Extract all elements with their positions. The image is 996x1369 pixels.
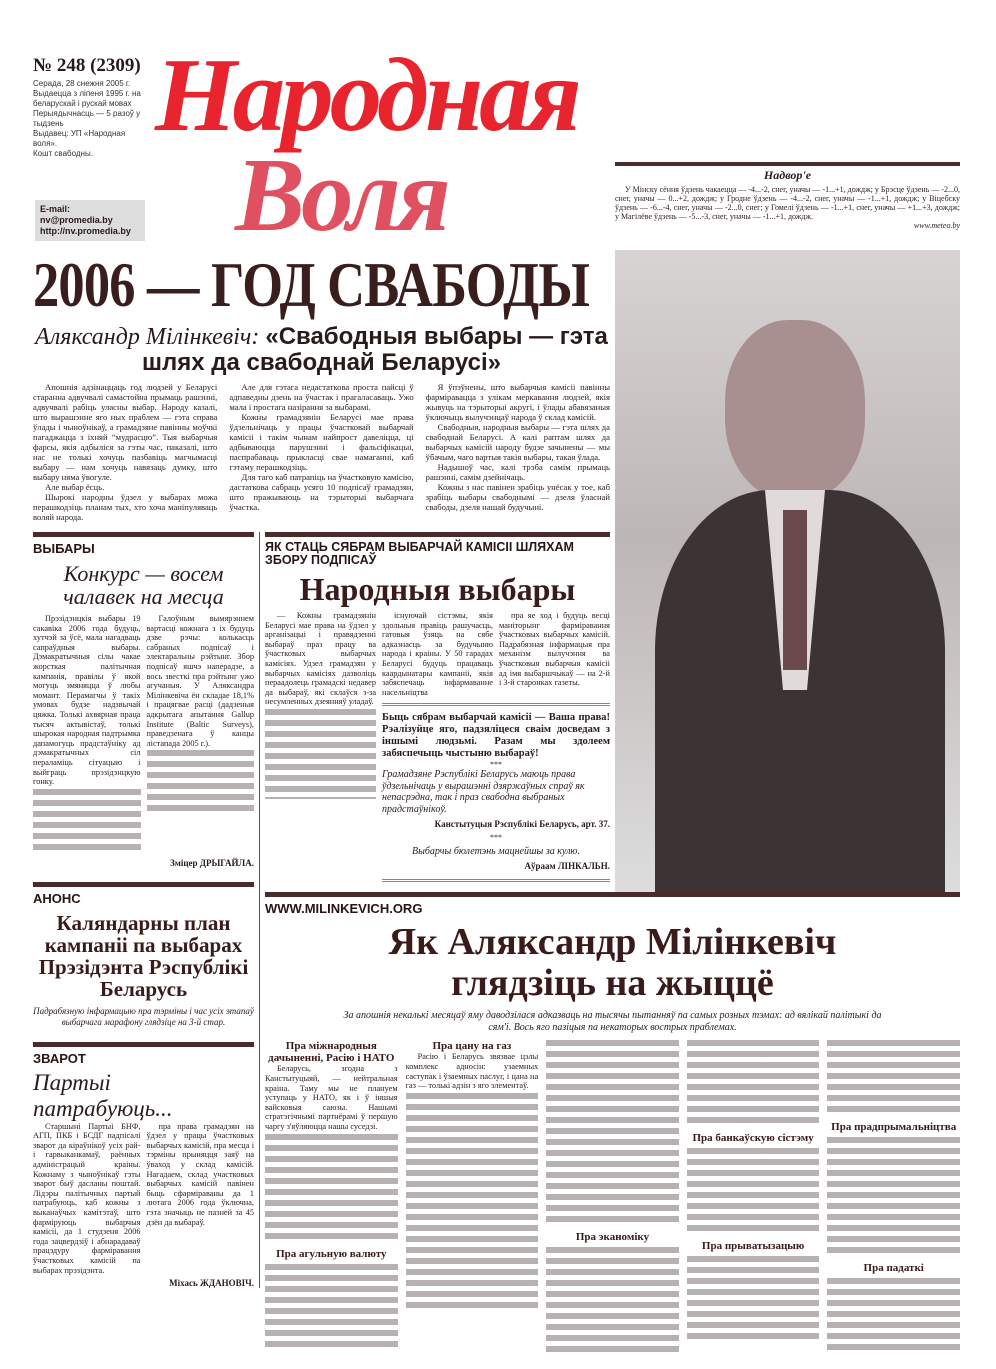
- issue-date: Серада, 28 снежня 2005 г.: [33, 79, 131, 88]
- issue-publisher: Выдавец: УП «Народная воля».: [33, 129, 126, 148]
- sub-quote: «Свабодныя выбары — гэта шлях да свабоднай Беларусі»: [142, 323, 608, 376]
- callout-box: [382, 703, 610, 882]
- weather-title: Надвор'е: [763, 168, 812, 182]
- lead-paragraph: Апошнія адзінаццаць год людзей у Беларусі старанна адвучвалі самастойна прымаць рашэнні, адвучвалі рабіць уласны выбар. Народу казалі, што вырашэнне яго ных праблем — гэта справа ўлады і чыноўнікаў, а грамадзяне павінны моўчкі пагаджацца з іхняй “мудрасцю”. Тыя выбарчыя фарсы, якія адбыліся за гэты час, паказалі, што нас не толькі хочуць пазбавіць магчымасці выбару — нам хочуць навязаць думку, што выбару няма ўвогуле.: [33, 382, 218, 482]
- lead-paragraph: Кожны грамадзянін Беларусі мае права ўдзельнічаць у працы ўчастковай выбарчай камісіі і такім чынам найпрост давеліцца, ці адбываюцца парушэнні і фальсіфікацыі, паспрабаваць прыкласці свае намаганні, каб гэтаму перашкодзіць.: [229, 412, 414, 472]
- contact-box: [35, 200, 145, 241]
- section-zvarot: [33, 1042, 254, 1289]
- article-title: Народныя выбары: [299, 571, 576, 607]
- page-body: [33, 250, 996, 1369]
- website-kicker[interactable]: WWW.MILINKEVICH.ORG: [265, 901, 423, 917]
- sub-speaker: Аляксандр Мілінкевіч:: [35, 324, 260, 350]
- section-kicker: АНОНС: [33, 890, 81, 906]
- lead-subheadline: [33, 324, 610, 376]
- lead-body: [33, 382, 610, 522]
- section-heading: Пра банкаўскую сістэму: [692, 1132, 814, 1145]
- lincoln-quote: Выбарчы бюлетэнь мацнейшы за кулю.: [412, 846, 580, 858]
- lead-paragraph: Але для гэтага недастаткова проста пайсці ў адпаведны дзень на ўчастак і прагаласаваць. Ужо мала і простага назірання за выбарамі.: [229, 382, 414, 412]
- feature-intro: За апошнія некалькі месяцаў яму даводзілася адказваць на тысячы пытанняў па самых розных тэмах: ад вялікай палітыкі да сям'і. Вось яго пазіцыя па некаторых вострых праблемах.: [343, 1010, 882, 1034]
- section-kicker: ВЫБАРЫ: [33, 541, 95, 556]
- article-paragraph: Галоўным вымярэннем вартасці кожнага з іх будуць дзве рэчы: колькасць сабраных подпісаў і электаральны рэйтынг. Збор подпісаў яшчэ наперадзе, а вось звесткі пра рэйтынг ужо агучаныя. У Аляксандра Мілінкевіча ён складае 18,1% і працягвае расці (дадзеныя адкрытага апытання Gallup Institute (Baltic Surveys), праведзенага ў канцы лістапада 2005 г.).: [146, 614, 254, 748]
- lead-article: [33, 250, 610, 532]
- section-text: Беларусь, згодна з Канстытуцыяй, — нейтральная краіна. Таму мы не плануем уступаць у НАТО, як і ў іншыя вайсковыя саюзы. Нашымі стратэгічнымі партнёрамі ў першую чаргу з'яўляюцца нашы суседзі.: [265, 1064, 398, 1131]
- feature-article: [265, 892, 960, 1369]
- issue-language: Выдаецца з ліпеня 1995 г. на беларускай і рускай мовах: [33, 89, 141, 108]
- logo-narodnaya: Народная: [155, 36, 578, 153]
- lead-headline: 2006 — ГОД СВАБОДЫ: [33, 249, 590, 320]
- logo-volya: Воля: [235, 136, 447, 253]
- feature-title: Як Аляксандр Мілінкевіч: [388, 921, 837, 964]
- lead-paragraph: Я ўпэўнены, што выбарчыя камісіі павінны фарміравацца з улікам меркавання людзей, якія жывуць на тэрыторыі акругі, і ўлады абавязаныя ўключыць вылучэнцаў народа ў склад камісій.: [425, 382, 610, 422]
- section-heading: Пра падаткі: [863, 1262, 924, 1275]
- article-title: Конкурс — восем чалавек на месца: [63, 561, 224, 609]
- lead-paragraph: Надышоў час, калі трэба самім прымаць рашэнні, самім дзейнічаць.: [425, 462, 610, 482]
- section-kicker: ЯК СТАЦЬ СЯБРАМ ВЫБАРЧАЙ КАМІСІІ ШЛЯХАМ ЗБОРУ ПОДПІСАЎ: [265, 540, 574, 567]
- callout-text: Быць сябрам выбарчай камісіі — Ваша права! Рэалізуйце яго, падзяліцеся сваім досведам з іншымі людзьмі. Разам мы здолеем забяспечыць чыстыню выбараў!: [382, 712, 610, 760]
- section-heading: Пра эканоміку: [575, 1231, 650, 1244]
- feature-title-line2: глядзіць на жыццё: [451, 962, 774, 1005]
- article-author: Зміцер ДРЫГАЙЛА.: [169, 857, 254, 868]
- issue-price: Кошт свабодны.: [33, 149, 93, 158]
- article-paragraph: Старшыні Партыі БНФ, АГП, ПКБ і БСДГ падпісалі зварот да кіраўнікоў усіх рай- і гарвыканкамаў, раённых адміністрацый краіны. Кожнаму з чыноўнікаў гэты зварот быў дасланы поштай. Лідэры палітычных партый патрабуюць, каб кожны з выканаўчых камітэтаў, што фарміруюць выбарчыя камісіі, да 1 студзеня 2006 года зацвердзіў і абнарадаваў працэдуру фарміравання ўчастковых камісій па выбарах прэзідэнта.: [33, 1121, 141, 1275]
- lead-paragraph: Але выбар ёсць.: [45, 482, 105, 492]
- quote-source: Канстытуцыя Рэспублікі Беларусь, арт. 37.: [434, 819, 610, 830]
- section-heading: Пра агульную валюту: [276, 1247, 387, 1260]
- lead-paragraph: Кожны з нас павінен зрабіць унёсак у тое, каб зрабіць выбары свабоднымі — дзеля ўласнай свабоды, дзеля нашай будучыні.: [425, 482, 610, 512]
- quote-source: Аўраам ЛІНКАЛЬН.: [524, 861, 610, 872]
- email-link[interactable]: E-mail: nv@promedia.by: [40, 204, 113, 225]
- article-paragraph: існуючай сістэмы, якія здольныя правіць рашучасць, гатовыя ўзяць на сябе адказнасць за будучыню народа і краіны. У 50 гарадах Беларусі будуць працаваць каардынатары кампаніі, якія забяспечаць інфармаванне насельніцтва: [382, 611, 493, 697]
- lead-paragraph: Для таго каб патрапіць на ўчастковую камісію, дастаткова сабраць усяго 10 подпісаў грамадзян, што пражываюць на тэрыторыі выбарчага ўчастка.: [229, 472, 414, 512]
- weather-source[interactable]: www.meteo.by: [913, 221, 960, 230]
- section-heading: Пра міжнародныя дачыненні, Расію і НАТО: [268, 1040, 395, 1065]
- separator-stars: ***: [490, 760, 502, 770]
- issue-frequency: Перыядычнасць — 5 разоў у тыдзень: [33, 109, 141, 128]
- left-column: [33, 532, 260, 1288]
- box-narodnyya-vybary: [265, 532, 610, 892]
- weather-box: [615, 162, 960, 230]
- article-paragraph: Прэзідэнцкія выбары 19 сакавіка 2006 года будуць, хутчэй за ўсё, мала нагадваць сапраўдныя выбары. Дэмакратычныя сілы чакае жорсткая палітычная кампанія, правілы ў якой могуць змяняцца ў любы момант. Перамагчы ў такіх умовах будзе надзвычай цяжка. Толькі ахвярная праца тысяч актывістаў, толькі шырокая народная падтрымка дапамогуць прадстаўніку ад дэмакратычных сіл пераламіць сітуацыю і выйграць прэзідэнцкую гонку.: [33, 614, 141, 787]
- section-anons: [33, 882, 254, 1028]
- section-heading: Пра прадпрымальніцтва: [831, 1121, 957, 1134]
- constitution-quote: Грамадзяне Рэспублікі Беларусь маюць права ўдзельнічаць у вырашэнні дзяржаўных спраў як непасрэдна, так і праз свабодна выбраных прадстаўнікоў.: [382, 769, 585, 815]
- section-text: Расію і Беларусь звязвае цэлы комплекс адносін: узаемных саступак і ўзаемных паслуг, і цана на газ — толькі адзін з яго элементаў.: [405, 1052, 539, 1091]
- section-kicker: ЗВАРОТ: [33, 1050, 86, 1066]
- section-heading: Пра прыватызацыю: [701, 1240, 805, 1253]
- candidate-photo: [615, 250, 960, 892]
- section-vybary: [33, 532, 254, 868]
- lead-paragraph: Шырокі народны ўдзел у выбарах можа перашкодзіць планам тых, хто хоча маніпуляваць воляй народа.: [33, 492, 218, 522]
- separator-stars: ***: [490, 833, 502, 843]
- issue-number: № 248 (2309): [33, 55, 141, 76]
- article-title: Каляндарны план кампаніі па выбарах Прэзідэнта Рэспублікі Беларусь: [38, 910, 249, 1001]
- article-paragraph: пра яе ход і будуць весці маніторынг фарміравання ўчастковых выбарчых камісій. Падрабязная інфармацыя пра механізм вылучэння ва ўчастковыя выбарчыя камісіі ад імя выбаршчыкаў — на 2-й і 3-й старонках газеты.: [499, 611, 610, 688]
- section-heading: Пра цану на газ: [432, 1040, 512, 1053]
- article-paragraph: пра права грамадзян на ўдзел у працы ўчастковых выбарчых камісій, пра месца і тэрміны прыняцця заяў на ўваход у склад камісій. Нагадаем, склад участковых выбарчых камісій павінен быць сфарміраваны да 1 лютага 2006 года ўключна, гэта значыць не пазней за 45 дзён да выбараў.: [146, 1121, 254, 1227]
- anons-note: Падрабязную інфармацыю пра тэрміны і час усіх этапаў выбарчага марафону глядзіце на 3-й стар.: [33, 1005, 254, 1027]
- masthead: [0, 0, 996, 253]
- issue-info: [33, 55, 148, 159]
- article-title: Партыі патрабуюць...: [33, 1069, 173, 1121]
- lead-paragraph: Свабодныя, народныя выбары — гэта шлях да свабоднай Беларусі. А калі раптам шлях да выбарчых камісій народу будзе зачынены — мы ўбачым, чаго вартыя такія выбары, такая ўлада.: [425, 422, 610, 462]
- article-paragraph: — Кожны грамадзянін Беларусі мае права на ўдзел у арганізацыі і правядзенні выбараў праз працу ва ўчастковых выбарчых камісіях. Удзел грамадзян у выбарчых камісіях дазволіць пераадолець грамадскі недавер да выбараў, які склаўся з-за несумленных дзеянняў уладаў.: [265, 611, 376, 707]
- weather-text: У Мінску сёння ўдзень чакаецца — -4...-2, снег, уначы — -1...+1, дождж; у Брэсце ўдзень — -2...0, снег, уначы — 0...+2, дождж; у Гродне ўдзень — -4...-2, снег, уначы — -1...+1, дождж; у Віцебску ўдзень — -6...-4, снег, уначы — -2...0, снег; у Гомелі ўдзень — -1...+1, снег, уначы — +1...+3, дождж; у Магілёве ўдзень — -5...-3, снег, уначы — -1...+1, дождж.: [615, 185, 960, 221]
- website-link[interactable]: http://nv.promedia.by: [40, 226, 131, 236]
- article-author: Міхась ЖДАНОВІЧ.: [169, 1278, 254, 1289]
